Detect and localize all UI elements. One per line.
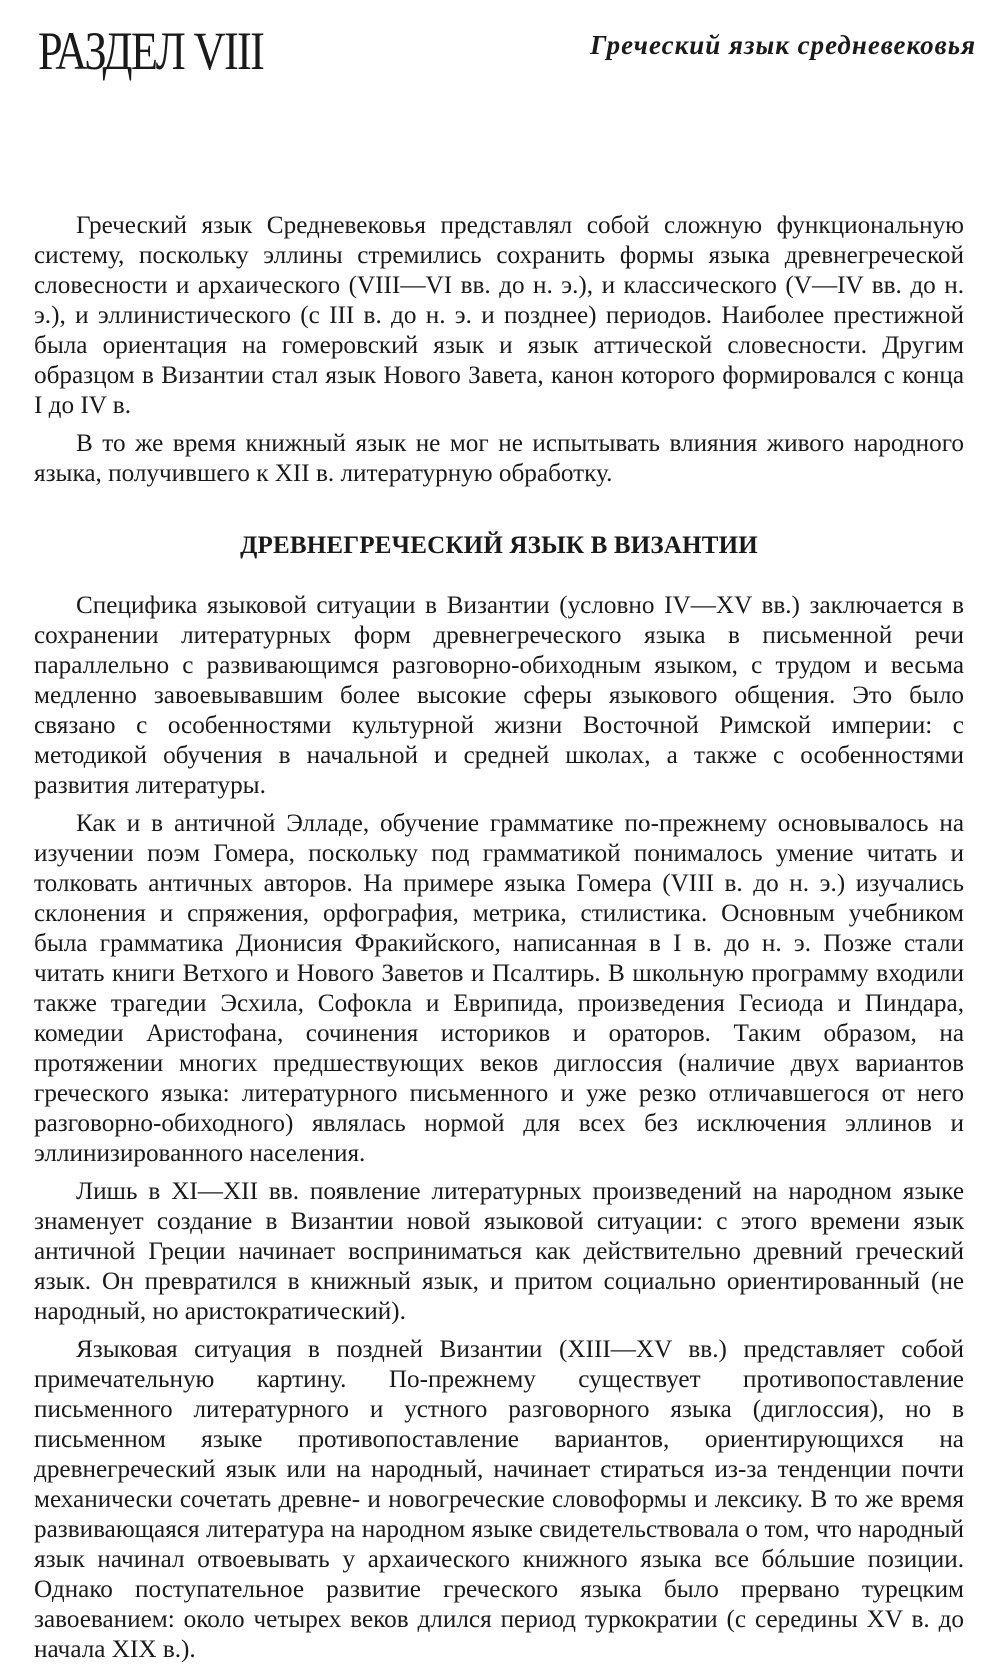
section-heading: ДРЕВНЕГРЕЧЕСКИЙ ЯЗЫК В ВИЗАНТИИ [240, 532, 758, 559]
intro-paragraph-2: В то же время книжный язык не мог не испытывать влияния живого народного языка, получившего к XII в. литературную обработку. [34, 430, 964, 487]
section-paragraph-1: Специфика языковой ситуации в Византии (условно IV—XV вв.) заключается в сохранении литературных форм древнегреческого языка в письменной речи параллельно с развивающимся разговорно-обиходным языком, с трудом и весьма медленно завоевывавшим более высокие сферы языкового общения. Это было связано с особенностями культурной жизни Восточной Римской империи: с методикой обучения в начальной и средней школах, а также с особенностями развития литературы. [34, 592, 964, 799]
intro-paragraph-1: Греческий язык Средневековья представлял собой сложную функциональную систему, поскольку эллины стремились сохранить формы языка древнегреческой словесности и архаического (VIII—VI вв. до н. э.), и классического (V—IV вв. до н. э.), и эллинистического (с III в. до н. э. и позднее) периодов. Наиболее престижной была ориентация на гомеровский язык и язык аттической словесности. Другим образцом в Византии стал язык Нового Завета, канон которого формировался с конца I до IV в. [34, 212, 964, 419]
section-label: РАЗДЕЛ VIII [38, 21, 264, 81]
running-title: Греческий язык средневековья [590, 30, 976, 60]
page-body [34, 211, 964, 1673]
section-paragraph-3: Лишь в XI—XII вв. появление литературных произведений на народном языке знаменует создание в Византии новой языковой ситуации: с этого времени язык античной Греции начинает восприниматься как действительно древний греческий язык. Он превратился в книжный язык, и притом социально ориентированный (не народный, но аристократический). [34, 1178, 964, 1325]
section-paragraph-2: Как и в античной Элладе, обучение грамматике по-прежнему основывалось на изучении поэм Гомера, поскольку под грамматикой понималось умение читать и толковать античных авторов. На примере языка Гомера (VIII в. до н. э.) изучались склонения и спряжения, орфография, метрика, стилистика. Основным учебником была грамматика Дионисия Фракийского, написанная в I в. до н. э. Позже стали читать книги Ветхого и Нового Заветов и Псалтирь. В школьную программу входили также трагедии Эсхила, Софокла и Еврипида, произведения Гесиода и Пиндара, комедии Аристофана, сочинения историков и ораторов. Таким образом, на протяжении многих предшествующих веков диглоссия (наличие двух вариантов греческого языка: литературного письменного и уже резко отличавшегося от него разговорно-обиходного) являлась нормой для всех без исключения эллинов и эллинизированного населения. [34, 810, 964, 1167]
section-paragraph-4: Языковая ситуация в поздней Византии (XIII—XV вв.) представляет собой примечательную картину. По-прежнему существует противопоставление письменного литературного и устного разговорного языка (диглоссия), но в письменном языке противопоставление вариантов, ориентирующихся на древнегреческий язык или на народный, начинает стираться из-за тенденции почти механически сочетать древне- и новогреческие словоформы и лексику. В то же время развивающаяся литература на народном языке свидетельствовала о том, что народный язык начинал отвоевывать у архаического книжного языка все бóльшие позиции. Однако поступательное развитие греческого языка было прервано турецким завоеванием: около четырех веков длился период туркократии (с середины XV в. до начала XIX в.). [34, 1336, 964, 1663]
